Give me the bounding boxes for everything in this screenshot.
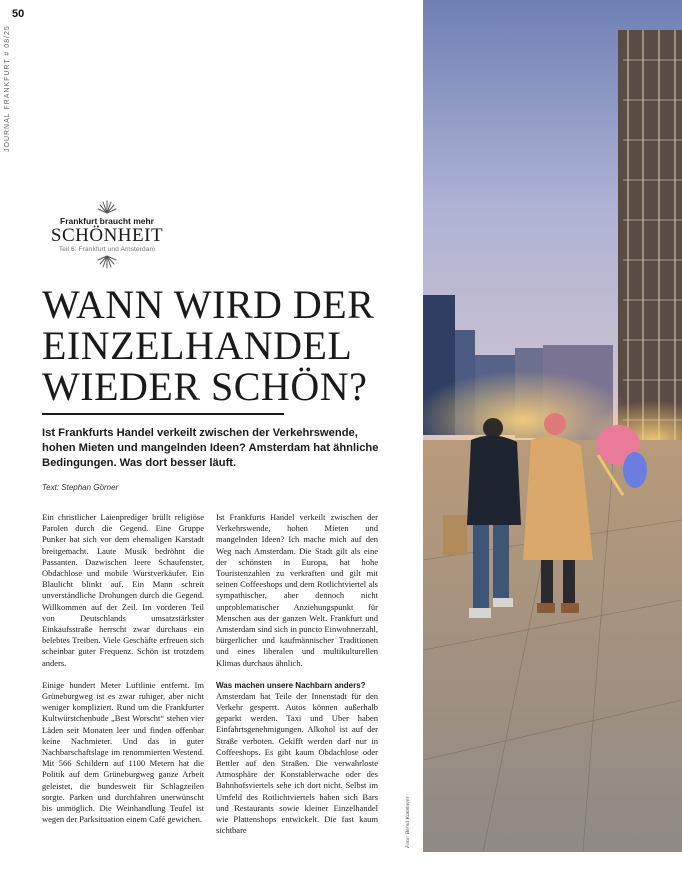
sun-burst-icon — [96, 200, 118, 214]
series-subtitle: Teil 6: Frankfurt und Amsterdam — [58, 246, 156, 253]
body-paragraph: Einige hundert Meter Luftlinie entfernt. Im Grüneburgweg ist es zwar ruhiger, aber nicht weniger kompliziert. Rund um die Frankfurter Kultwürstchenbude „Best Worscht“ stehen vier Läden seit Monaten leer und finden offenbar keine Nachmieter. Und das in guter Nachbarschaftslage im renommierten Westend. Mit 566 Schildern auf 1100 Metern hat die Politik auf dem Grüneburgweg ganze Arbeit geleistet, die bundesweit für Schlagzeilen sorgte. Parken und durchfahren unerwünscht bis unmöglich. Die Weinhandlung Teufel ist wegen der Parksituation einem Café gewichen. — [42, 679, 204, 825]
body-paragraph: Amsterdam hat Teile der Innenstadt für den Verkehr gesperrt. Autos können außerhalb geparkt werden. Taxi und Uber haben Einfahrtsgenehmigungen. Alkohol ist auf der Straße verboten. Gekifft werden darf nur in Coffeeshops. Es gibt kaum Obdachlose oder Bettler auf den Straßen. Die verwahrloste Atmosphäre der Konstablerwache oder des Bahnhofsviertels sehe ich dort nicht. Selbst im Umfeld des Rotlichtviertels haben sich Bars und Restaurants sowie kleiner Einzelhandel wie Plattenshops entwickelt. Die fast kaum sichtbare — [216, 690, 378, 836]
street-scene-illustration — [423, 0, 682, 852]
page-number: 50 — [12, 8, 25, 20]
body-column-1 — [42, 512, 204, 836]
series-title: SCHÖNHEIT — [50, 225, 164, 246]
running-head — [4, 25, 18, 160]
headline-line: EINZELHANDEL — [42, 323, 353, 368]
body-paragraph: Ein christlicher Laienprediger brüllt religiöse Parolen durch die Gegend. Eine Gruppe Punker hat sich vor dem ehemaligen Karstadt breitgemacht. Laute Musik bedröhnt die Passanten. Dazwischen leere Schaufenster, Obdachlose und mobile Wurstverkäufer. Ein Blaulicht blinkt auf. Ein Mann schreit unverständliche Drohungen durch die Gegend. Willkommen auf der Zeil. Im vorderen Teil von Deutschlands umsatzstärkster Einkaufsstraße herrscht zwar durchaus ein belebtes Treiben. Viele Geschäfte erfreuen sich scheinbar guter Frequenz. Schön ist trotzdem anders. — [42, 512, 204, 668]
body-column-2 — [216, 512, 378, 847]
street-photo — [423, 0, 682, 852]
series-logo — [42, 200, 172, 269]
headline-line: WANN WIRD DER — [42, 282, 375, 327]
photo-credit-text: Foto: Bernd Kammerer — [405, 796, 411, 848]
lead-paragraph: Ist Frankfurts Handel verkeilt zwischen der Verkehrswende, hohen Mieten und mangelnden Ideen? Amsterdam hat ähnliche Bedingungen. Was dort besser läuft. — [42, 427, 379, 469]
headline — [42, 284, 412, 407]
series-kicker: Frankfurt braucht mehr — [60, 216, 154, 226]
sun-burst-icon-bottom — [96, 255, 118, 269]
byline: Text: Stephan Görner — [42, 483, 119, 492]
body-paragraph: Ist Frankfurts Handel verkeilt zwischen der Verkehrswende, hohen Mieten und mangelnden Ideen? Ich mache mich auf den Weg nach Amsterdam. Die Stadt gilt als eine der schönsten in Europa, hat hohe Touristenzahlen zu verkraften und gilt mit seinen Coffeeshops und dem Rotlichtviertel als sympathischer, aber dennoch nicht unproblematischer Anziehungspunkt für Menschen aus der ganzen Welt. Frankfurt und Amsterdam sind sich in puncto Einwohnerzahl, bürgerlicher und kaufmännischer Traditionen und eines liberalen und multikulturellen Klimas durchaus ähnlich. — [216, 512, 378, 668]
running-head-text: JOURNAL FRANKFURT # 08/25 — [4, 25, 11, 152]
headline-line: WIEDER SCHÖN? — [42, 364, 368, 409]
headline-rule — [42, 413, 284, 415]
subheading: Was machen unsere Nachbarn anders? — [216, 680, 366, 690]
photo-credit — [405, 790, 417, 850]
